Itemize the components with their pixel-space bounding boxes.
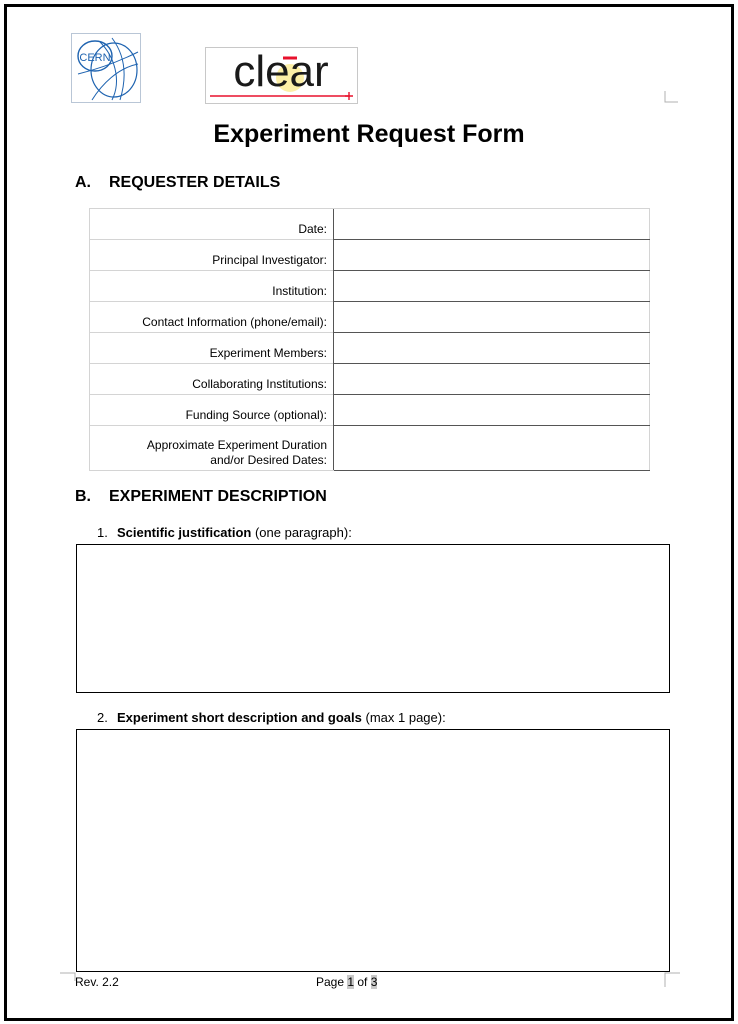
footer-revision: Rev. 2.2 — [75, 975, 119, 989]
table-row — [90, 271, 650, 302]
footer-page-current: 1 — [347, 975, 355, 989]
field-input-institution[interactable] — [334, 271, 650, 302]
table-row — [90, 364, 650, 395]
table-row — [90, 395, 650, 426]
field-label-contact-information: Contact Information (phone/email): — [90, 302, 334, 333]
crop-mark-bottom-left — [60, 967, 76, 981]
field-label-collaborating-institutions: Collaborating Institutions: — [90, 364, 334, 395]
question-2-number: 2. — [97, 710, 108, 725]
crop-mark-top-right — [664, 91, 678, 103]
experiment-description-box[interactable] — [76, 729, 670, 972]
question-2-hint: (max 1 page): — [361, 710, 446, 725]
question-2-label — [97, 710, 446, 726]
section-a-title: REQUESTER DETAILS — [109, 174, 281, 191]
field-input-experiment-members[interactable] — [334, 333, 650, 364]
field-label-experiment-members: Experiment Members: — [90, 333, 334, 364]
footer-page-prefix: Page — [316, 975, 348, 989]
table-row — [90, 209, 650, 240]
question-1-hint: (one paragraph): — [251, 525, 352, 540]
field-input-principal-investigator[interactable] — [334, 240, 650, 271]
field-input-duration[interactable] — [334, 426, 650, 471]
scientific-justification-box[interactable] — [76, 544, 670, 693]
field-label-institution: Institution: — [90, 271, 334, 302]
field-label-funding-source: Funding Source (optional): — [90, 395, 334, 426]
field-label-duration-line1: Approximate Experiment Duration — [146, 438, 327, 452]
footer-page-number — [316, 975, 377, 990]
question-1-title: Scientific justification — [117, 525, 252, 540]
table-row — [90, 426, 650, 471]
field-label-duration — [90, 426, 334, 471]
section-a-letter: A. — [75, 174, 91, 191]
field-label-duration-line2: and/or Desired Dates: — [210, 453, 327, 467]
field-input-funding-source[interactable] — [334, 395, 650, 426]
clear-logo-text: clear — [233, 48, 329, 96]
cern-logo — [71, 33, 141, 103]
question-1-number: 1. — [97, 525, 108, 540]
section-b-heading — [75, 488, 327, 506]
requester-details-table — [89, 208, 650, 471]
clear-logo-graphic — [206, 48, 357, 103]
section-b-title: EXPERIMENT DESCRIPTION — [109, 488, 327, 505]
section-a-heading — [75, 174, 280, 192]
field-label-principal-investigator: Principal Investigator: — [90, 240, 334, 271]
cern-logo-text: CERN — [79, 52, 111, 64]
field-input-collaborating-institutions[interactable] — [334, 364, 650, 395]
table-row — [90, 240, 650, 271]
table-row — [90, 333, 650, 364]
page-title: Experiment Request Form — [213, 120, 525, 148]
section-b-letter: B. — [75, 488, 91, 505]
field-input-date[interactable] — [334, 209, 650, 240]
clear-logo — [205, 47, 358, 104]
cern-logo-graphic — [72, 34, 140, 102]
question-1-label — [97, 525, 352, 541]
footer-page-of: of — [354, 975, 371, 989]
table-row — [90, 302, 650, 333]
footer-page-total: 3 — [370, 975, 378, 989]
field-label-date: Date: — [90, 209, 334, 240]
field-input-contact-information[interactable] — [334, 302, 650, 333]
question-2-title: Experiment short description and goals — [117, 710, 362, 725]
